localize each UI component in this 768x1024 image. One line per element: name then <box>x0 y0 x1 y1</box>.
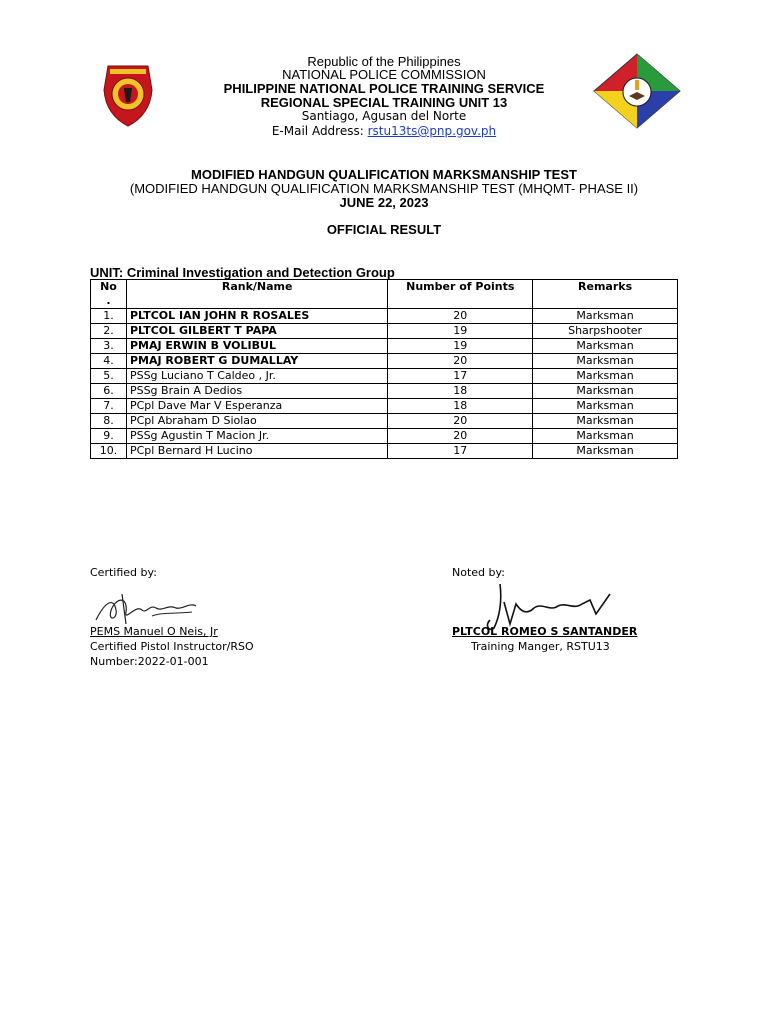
row-no: 4. <box>91 354 127 369</box>
certifier-position: Certified Pistol Instructor/RSO <box>90 640 254 653</box>
table-row <box>91 354 678 369</box>
row-points: 20 <box>388 309 533 324</box>
unit-line <box>90 265 395 280</box>
email-link[interactable]: rstu13ts@pnp.gov.ph <box>367 124 497 138</box>
row-remarks: Marksman <box>533 429 678 444</box>
email-label: E-Mail Address: <box>271 124 368 138</box>
row-no: 6. <box>91 384 127 399</box>
document-subtitle: (MODIFIED HANDGUN QUALIFICATION MARKSMANSHIP TEST (MHQMT- PHASE II) <box>129 181 639 196</box>
row-remarks: Marksman <box>533 369 678 384</box>
row-no: 2. <box>91 324 127 339</box>
row-name: PSSg Luciano T Caldeo , Jr. <box>126 369 387 384</box>
row-points: 17 <box>388 444 533 459</box>
table-row <box>91 399 678 414</box>
row-no: 3. <box>91 339 127 354</box>
row-no: 10. <box>91 444 127 459</box>
row-name: PLTCOL GILBERT T PAPA <box>126 324 387 339</box>
row-points: 20 <box>388 354 533 369</box>
row-name: PMAJ ROBERT G DUMALLAY <box>126 354 387 369</box>
row-points: 20 <box>388 429 533 444</box>
table-row <box>91 444 678 459</box>
row-remarks: Marksman <box>533 399 678 414</box>
table-row <box>91 324 678 339</box>
row-remarks: Marksman <box>533 444 678 459</box>
row-remarks: Marksman <box>533 384 678 399</box>
noted-by-label: Noted by: <box>452 566 505 579</box>
row-name: PSSg Agustin T Macion Jr. <box>126 429 387 444</box>
row-name: PMAJ ERWIN B VOLIBUL <box>126 339 387 354</box>
official-result-heading: OFFICIAL RESULT <box>326 222 442 237</box>
row-name: PCpl Abraham D Siolao <box>126 414 387 429</box>
row-points: 18 <box>388 384 533 399</box>
noter-name: PLTCOL ROMEO S SANTANDER <box>452 625 638 638</box>
table-row <box>91 339 678 354</box>
row-name: PSSg Brain A Dedios <box>126 384 387 399</box>
row-name: PCpl Dave Mar V Esperanza <box>126 399 387 414</box>
table-header-row <box>91 280 678 309</box>
table-row <box>91 429 678 444</box>
header-service: PHILIPPINE NATIONAL POLICE TRAINING SERVICE <box>223 81 545 96</box>
certifier-name: PEMS Manuel O Neis, Jr <box>90 625 218 638</box>
col-header-points: Number of Points <box>388 280 533 309</box>
certified-by-label: Certified by: <box>90 566 157 579</box>
col-header-rank-name: Rank/Name <box>126 280 387 309</box>
unit-label: UNIT: <box>90 265 127 280</box>
certifier-signature-icon <box>92 590 202 630</box>
table-row <box>91 414 678 429</box>
results-table <box>90 279 678 459</box>
row-name: PLTCOL IAN JOHN R ROSALES <box>126 309 387 324</box>
header-email-line <box>0 124 768 138</box>
header-location: Santiago, Agusan del Norte <box>301 109 467 123</box>
table-row <box>91 309 678 324</box>
row-name: PCpl Bernard H Lucino <box>126 444 387 459</box>
row-no: 1. <box>91 309 127 324</box>
col-header-no: No . <box>91 280 127 309</box>
row-no: 7. <box>91 399 127 414</box>
document-date: JUNE 22, 2023 <box>339 195 429 210</box>
table-row <box>91 384 678 399</box>
document-title: MODIFIED HANDGUN QUALIFICATION MARKSMANSHIP TEST <box>191 167 577 182</box>
row-points: 20 <box>388 414 533 429</box>
col-header-remarks: Remarks <box>533 280 678 309</box>
noter-position: Training Manger, RSTU13 <box>471 640 610 653</box>
row-remarks: Marksman <box>533 339 678 354</box>
row-points: 19 <box>388 324 533 339</box>
row-remarks: Sharpshooter <box>533 324 678 339</box>
row-no: 9. <box>91 429 127 444</box>
table-row <box>91 369 678 384</box>
certifier-number: Number:2022-01-001 <box>90 655 209 668</box>
header-unit: REGIONAL SPECIAL TRAINING UNIT 13 <box>260 95 508 110</box>
header-commission: NATIONAL POLICE COMMISSION <box>282 67 486 82</box>
row-points: 18 <box>388 399 533 414</box>
row-points: 17 <box>388 369 533 384</box>
row-remarks: Marksman <box>533 414 678 429</box>
row-remarks: Marksman <box>533 309 678 324</box>
unit-value: Criminal Investigation and Detection Group <box>126 265 395 280</box>
row-no: 5. <box>91 369 127 384</box>
row-remarks: Marksman <box>533 354 678 369</box>
row-points: 19 <box>388 339 533 354</box>
row-no: 8. <box>91 414 127 429</box>
header-republic: Republic of the Philippines <box>307 54 461 69</box>
